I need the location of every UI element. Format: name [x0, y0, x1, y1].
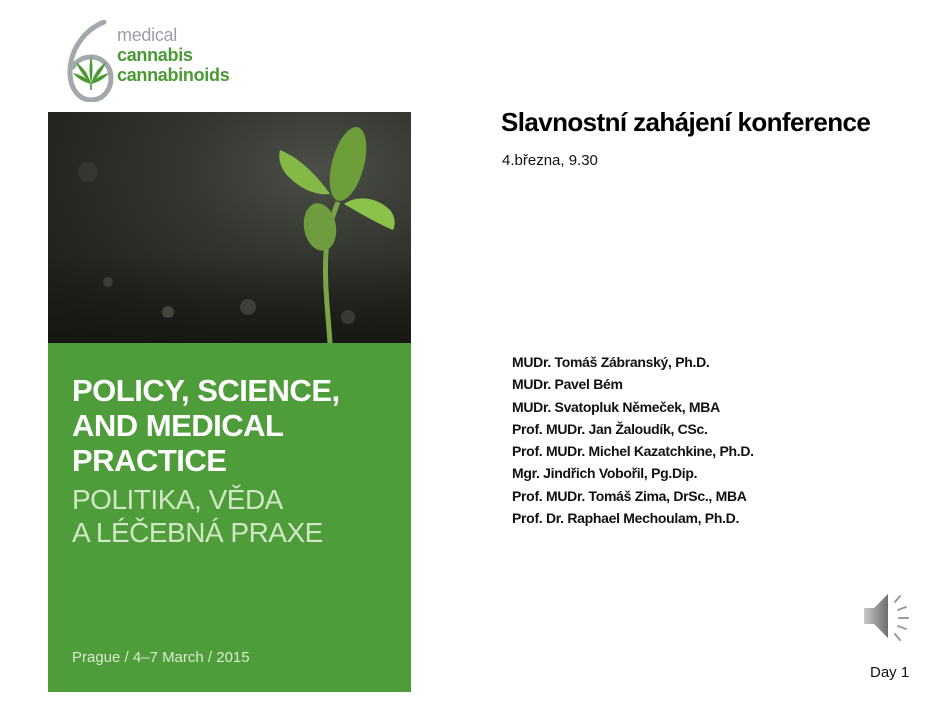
- poster-title-en-line-3: PRACTICE: [72, 443, 227, 478]
- speaker-item: MUDr. Pavel Bém: [512, 376, 623, 393]
- speaker-item: Prof. MUDr. Jan Žaloudík, CSc.: [512, 420, 708, 437]
- logo-line-medical: medical: [117, 25, 177, 45]
- slide-title: Slavnostní zahájení konference: [501, 107, 871, 137]
- poster-title-en-line-2: AND MEDICAL: [72, 408, 284, 443]
- logo-line-cannabis: cannabis: [117, 45, 193, 65]
- poster-title-cz-line-1: POLITIKA, VĚDA: [72, 484, 283, 515]
- speaker-volume-icon[interactable]: [862, 588, 910, 644]
- poster-title-czech: [72, 483, 323, 549]
- logo-wordmark: [117, 25, 229, 85]
- poster-title-english: [72, 373, 340, 478]
- conference-logo: [66, 20, 236, 102]
- speaker-item: Prof. MUDr. Tomáš Zima, DrSc., MBA: [512, 487, 747, 504]
- speaker-item: MUDr. Svatopluk Němeček, MBA: [512, 398, 720, 415]
- day-label: Day 1: [870, 664, 910, 681]
- speaker-item: MUDr. Tomáš Zábranský, Ph.D.: [512, 354, 710, 370]
- poster-title-cz-line-2: A LÉČEBNÁ PRAXE: [72, 517, 323, 548]
- seedling-photo: [48, 112, 411, 343]
- conference-poster: [48, 112, 411, 692]
- logo-line-cannabinoids: cannabinoids: [117, 65, 230, 85]
- cannabis-leaf-icon: [66, 20, 116, 102]
- poster-green-panel: [48, 343, 411, 692]
- poster-title-en-line-1: POLICY, SCIENCE,: [72, 373, 340, 408]
- poster-date-line: Prague / 4–7 March / 2015: [72, 649, 250, 666]
- speaker-item: Mgr. Jindřich Vobořil, Pg.Dip.: [512, 465, 698, 482]
- speaker-item: Prof. MUDr. Michel Kazatchkine, Ph.D.: [512, 443, 754, 460]
- speaker-list: [512, 351, 754, 529]
- speaker-item: Prof. Dr. Raphael Mechoulam, Ph.D.: [512, 510, 740, 527]
- slide-subtitle: 4.března, 9.30: [502, 152, 598, 169]
